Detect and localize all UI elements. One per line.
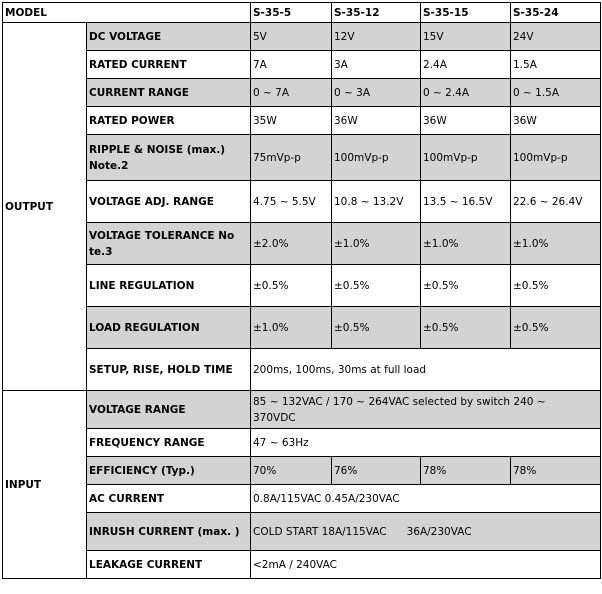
cell-value: ±1.0%: [251, 307, 332, 349]
row-load-regulation: [3, 307, 601, 349]
cell-value: 36W: [511, 107, 601, 135]
row-line-regulation: [3, 265, 601, 307]
label-line-regulation: LINE REGULATION: [87, 265, 251, 307]
cell-value: 4.75 ~ 5.5V: [251, 181, 332, 223]
model-s-35-5: S-35-5: [251, 3, 332, 23]
cell-value: 0.8A/115VAC 0.45A/230VAC: [251, 485, 601, 513]
cell-value: 3A: [332, 51, 421, 79]
cell-value: ±0.5%: [421, 307, 511, 349]
cell-value: 100mVp-p: [332, 135, 421, 181]
row-inrush-current: [3, 513, 601, 551]
label-leakage-current: LEAKAGE CURRENT: [87, 551, 251, 579]
row-dc-voltage: [3, 23, 601, 51]
cell-value: 47 ~ 63Hz: [251, 429, 601, 457]
label-rated-current: RATED CURRENT: [87, 51, 251, 79]
cell-value: ±2.0%: [251, 223, 332, 265]
cell-value: 36W: [332, 107, 421, 135]
model-s-35-12: S-35-12: [332, 3, 421, 23]
cell-value: 13.5 ~ 16.5V: [421, 181, 511, 223]
cell-value: 10.8 ~ 13.2V: [332, 181, 421, 223]
row-voltage-tolerance: [3, 223, 601, 265]
row-ripple-noise: [3, 135, 601, 181]
label-efficiency: EFFICIENCY (Typ.): [87, 457, 251, 485]
row-efficiency: [3, 457, 601, 485]
cell-value: 22.6 ~ 26.4V: [511, 181, 601, 223]
cell-value: 2.4A: [421, 51, 511, 79]
label-current-range: CURRENT RANGE: [87, 79, 251, 107]
row-setup-rise-hold: [3, 349, 601, 391]
cell-value: 0 ~ 2.4A: [421, 79, 511, 107]
cell-value: 0 ~ 3A: [332, 79, 421, 107]
cell-value: 0 ~ 7A: [251, 79, 332, 107]
row-rated-power: [3, 107, 601, 135]
cell-value: 76%: [332, 457, 421, 485]
cell-value: 70%: [251, 457, 332, 485]
cell-value: 75mVp-p: [251, 135, 332, 181]
cell-value: 35W: [251, 107, 332, 135]
section-input: INPUT: [3, 391, 87, 579]
header-row: [3, 3, 601, 23]
label-voltage-tolerance: VOLTAGE TOLERANCE No te.3: [87, 223, 251, 265]
row-ac-current: [3, 485, 601, 513]
cell-value: <2mA / 240VAC: [251, 551, 601, 579]
cell-value: 15V: [421, 23, 511, 51]
section-output: OUTPUT: [3, 23, 87, 391]
cell-value: 0 ~ 1.5A: [511, 79, 601, 107]
model-s-35-15: S-35-15: [421, 3, 511, 23]
label-inrush-current: INRUSH CURRENT (max. ): [87, 513, 251, 551]
row-input-voltage-range: [3, 391, 601, 429]
label-input-voltage-range: VOLTAGE RANGE: [87, 391, 251, 429]
cell-value: ±0.5%: [421, 265, 511, 307]
label-rated-power: RATED POWER: [87, 107, 251, 135]
cell-value: 200ms, 100ms, 30ms at full load: [251, 349, 601, 391]
cell-value: ±0.5%: [251, 265, 332, 307]
cell-value: ±0.5%: [511, 307, 601, 349]
cell-value: 5V: [251, 23, 332, 51]
cell-value: ±0.5%: [511, 265, 601, 307]
spec-table: [2, 2, 601, 579]
cell-value: 100mVp-p: [421, 135, 511, 181]
label-load-regulation: LOAD REGULATION: [87, 307, 251, 349]
model-s-35-24: S-35-24: [511, 3, 601, 23]
label-voltage-adj: VOLTAGE ADJ. RANGE: [87, 181, 251, 223]
label-frequency-range: FREQUENCY RANGE: [87, 429, 251, 457]
cell-value: COLD START 18A/115VAC 36A/230VAC: [251, 513, 601, 551]
label-ac-current: AC CURRENT: [87, 485, 251, 513]
cell-value: 12V: [332, 23, 421, 51]
label-setup-rise-hold: SETUP, RISE, HOLD TIME: [87, 349, 251, 391]
cell-value: 78%: [511, 457, 601, 485]
cell-value: ±0.5%: [332, 307, 421, 349]
label-ripple-noise: RIPPLE & NOISE (max.) Note.2: [87, 135, 251, 181]
row-current-range: [3, 79, 601, 107]
cell-value: 85 ~ 132VAC / 170 ~ 264VAC selected by switch 240 ~ 370VDC: [251, 391, 601, 429]
cell-value: ±1.0%: [511, 223, 601, 265]
cell-value: ±1.0%: [332, 223, 421, 265]
cell-value: 100mVp-p: [511, 135, 601, 181]
model-header: MODEL: [3, 3, 251, 23]
row-leakage-current: [3, 551, 601, 579]
cell-value: 36W: [421, 107, 511, 135]
cell-value: ±1.0%: [421, 223, 511, 265]
row-voltage-adj: [3, 181, 601, 223]
cell-value: 78%: [421, 457, 511, 485]
cell-value: ±0.5%: [332, 265, 421, 307]
row-frequency-range: [3, 429, 601, 457]
cell-value: 7A: [251, 51, 332, 79]
cell-value: 24V: [511, 23, 601, 51]
row-rated-current: [3, 51, 601, 79]
label-dc-voltage: DC VOLTAGE: [87, 23, 251, 51]
cell-value: 1.5A: [511, 51, 601, 79]
